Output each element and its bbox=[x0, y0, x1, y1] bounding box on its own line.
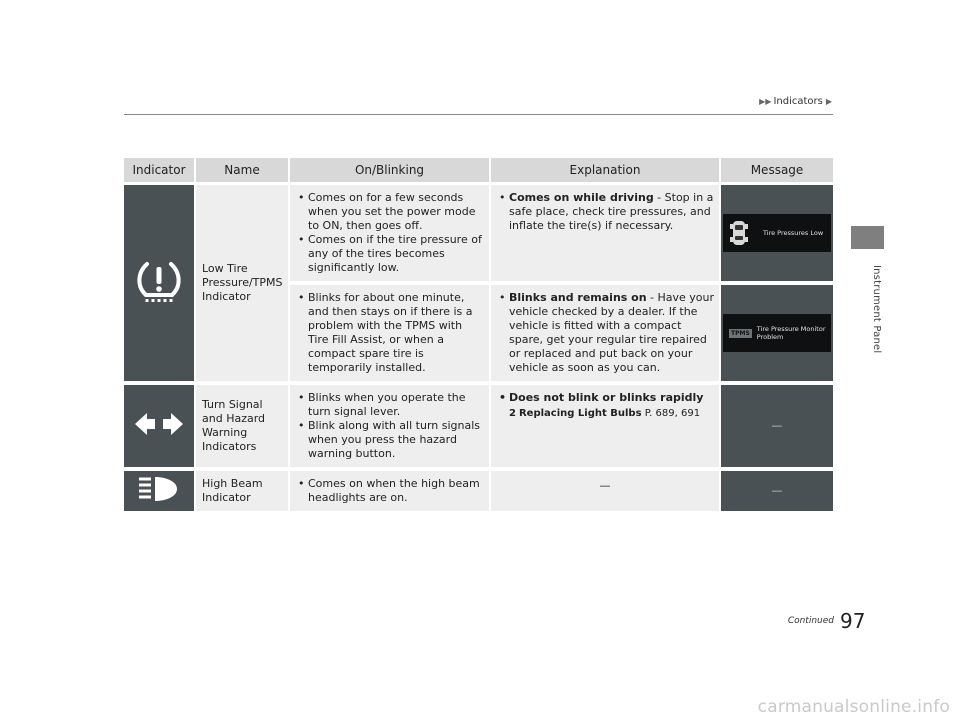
section-tab bbox=[851, 226, 884, 249]
list-item: • Blink along with all turn signals when you press the hazard warning button. bbox=[296, 419, 485, 461]
indicator-name: Low Tire Pressure/TPMS Indicator bbox=[196, 185, 290, 385]
indicator-cell bbox=[124, 185, 196, 385]
explanation-list bbox=[497, 191, 715, 233]
message-cell: — bbox=[721, 385, 833, 471]
indicator-cell bbox=[124, 471, 196, 515]
tire-pressure-warning-icon bbox=[134, 256, 184, 306]
explanation-cell bbox=[491, 385, 721, 471]
reference-arrow-icon: 2 bbox=[509, 408, 516, 419]
breadcrumb bbox=[0, 94, 832, 108]
list-item: • Comes on for a few seconds when you set the power mode to ON, then goes off. bbox=[296, 191, 485, 233]
page-number: 97 bbox=[840, 609, 866, 633]
on-blinking-list bbox=[296, 477, 485, 505]
list-item: • Blinks when you operate the turn signal lever. bbox=[296, 391, 485, 419]
message-cell bbox=[721, 185, 833, 285]
message-cell: — bbox=[721, 471, 833, 515]
explanation-list bbox=[497, 291, 715, 375]
header-name: Name bbox=[196, 158, 290, 185]
watermark: carmanualsonline.info bbox=[757, 697, 950, 717]
on-blinking-list bbox=[296, 191, 485, 275]
header-rule bbox=[124, 114, 833, 115]
table-row bbox=[124, 385, 833, 471]
continued-label: Continued bbox=[787, 616, 834, 626]
on-blinking-cell bbox=[290, 285, 491, 385]
header-indicator: Indicator bbox=[124, 158, 196, 185]
cross-reference-link[interactable] bbox=[497, 407, 715, 421]
on-blinking-cell bbox=[290, 471, 491, 515]
breadcrumb-arrow-icon: ▶▶ bbox=[759, 96, 772, 106]
table-row bbox=[124, 471, 833, 515]
turn-signal-arrows-icon bbox=[133, 409, 185, 439]
message-display bbox=[723, 214, 831, 252]
indicator-name: High Beam Indicator bbox=[196, 471, 290, 515]
table-header-row bbox=[124, 158, 833, 185]
explanation-list bbox=[497, 391, 715, 405]
message-line: Problem bbox=[756, 333, 784, 341]
message-cell bbox=[721, 285, 833, 385]
message-text: Tire Pressures Low bbox=[763, 229, 824, 237]
explanation-cell: — bbox=[491, 471, 721, 515]
explanation-text: - Stop in a safe place, check tire pressures, and inflate the tire(s) if necessary. bbox=[509, 191, 714, 232]
indicator-table bbox=[124, 158, 833, 515]
header-explanation: Explanation bbox=[491, 158, 721, 185]
explanation-condition: Blinks and remains on bbox=[509, 291, 647, 304]
on-blinking-list bbox=[296, 291, 485, 375]
list-item: • Comes on if the tire pressure of any of the tires becomes significantly low. bbox=[296, 233, 485, 275]
list-item bbox=[497, 291, 715, 375]
message-text bbox=[757, 325, 826, 341]
on-blinking-list bbox=[296, 391, 485, 461]
reference-title: Replacing Light Bulbs bbox=[518, 408, 642, 419]
reference-pages: P. 689, 691 bbox=[641, 408, 701, 419]
table-row bbox=[124, 185, 833, 285]
car-top-view-icon bbox=[729, 219, 749, 247]
on-blinking-cell bbox=[290, 185, 491, 285]
list-item: • Comes on when the high beam headlights are on. bbox=[296, 477, 485, 505]
on-blinking-cell bbox=[290, 385, 491, 471]
explanation-condition: Comes on while driving bbox=[509, 191, 654, 204]
breadcrumb-label: Indicators bbox=[773, 95, 823, 107]
list-item: • Blinks for about one minute, and then stays on if there is a problem with the TPMS with Tire Fill Assist, or when a compact spare tire is temporarily installed. bbox=[296, 291, 485, 375]
section-label: Instrument Panel bbox=[871, 264, 882, 354]
indicator-cell bbox=[124, 385, 196, 471]
message-line: Tire Pressure Monitor bbox=[756, 325, 826, 333]
explanation-cell bbox=[491, 285, 721, 385]
indicator-name: Turn Signal and Hazard Warning Indicators bbox=[196, 385, 290, 471]
explanation-cell bbox=[491, 185, 721, 285]
high-beam-icon bbox=[136, 473, 182, 505]
tpms-badge: TPMS bbox=[731, 329, 750, 337]
explanation-text: - Have your vehicle checked by a dealer. If the vehicle is fitted with a compact spare, get your regular tire repaired or replaced and put back on your vehicle as soon as you can. bbox=[509, 291, 715, 374]
list-item bbox=[497, 191, 715, 233]
header-on-blinking: On/Blinking bbox=[290, 158, 491, 185]
header-message: Message bbox=[721, 158, 833, 185]
breadcrumb-end-arrow-icon: ▶ bbox=[825, 96, 832, 106]
list-item: • Does not blink or blinks rapidly bbox=[497, 391, 715, 405]
message-display bbox=[723, 314, 831, 352]
